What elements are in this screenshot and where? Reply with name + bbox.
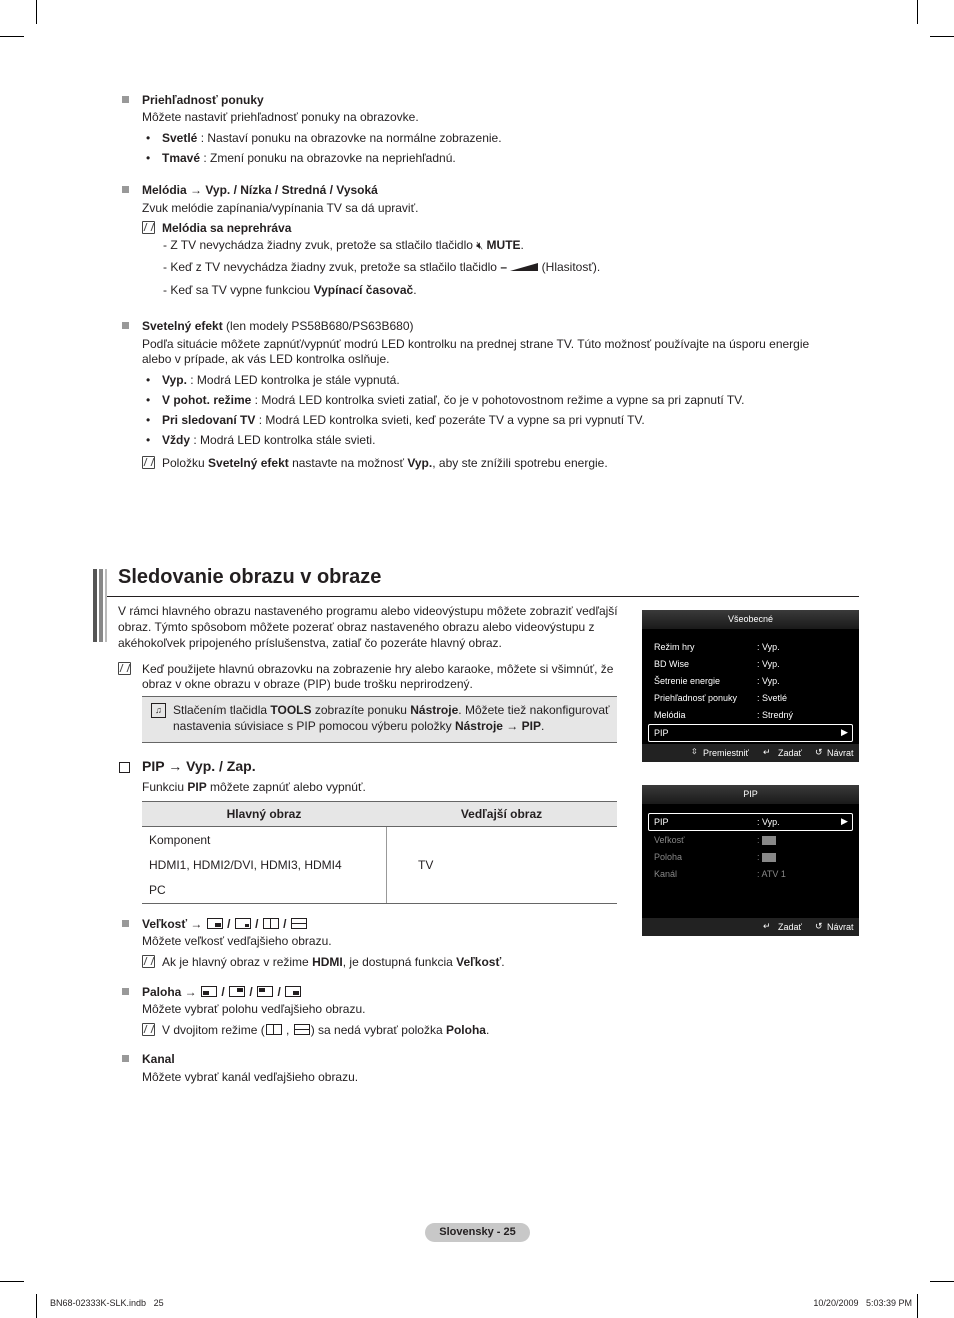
osd-row-label[interactable]: Šetrenie energie [654,676,721,686]
bullet-icon: • [146,131,151,145]
crop-mark [0,1281,24,1282]
bullet-icon: • [146,373,151,387]
osd-back-label: Návrat [827,922,854,932]
note-game-1: Keď použijete hlavnú obrazovku na zobrazenie hry alebo karaoke, môžete si všimnúť, že [142,662,614,676]
pip-size-icon [762,836,776,845]
table-header-main: Hlavný obraz [226,807,302,821]
square-bullet-icon [122,988,129,995]
heading-bar [99,569,103,642]
pip-split-icon [263,918,279,929]
square-bullet-icon [122,96,129,103]
note-icon [118,662,131,675]
note-game-2: obraz v okne obrazu v obraze (PIP) bude trošku neprirodzený. [142,677,473,691]
melody-title: Melódia → Vyp. / Nízka / Stredná / Vysoká [142,183,378,197]
return-icon: ↺ [815,747,823,757]
osd-selected-label: PIP [654,817,669,827]
osd-selected-row[interactable] [648,813,853,831]
enter-icon: ↵ [763,747,771,757]
osd-row-label[interactable]: Režim hry [654,642,695,652]
light-effect-title: Svetelný efekt (len modely PS58B680/PS63B680) [142,319,414,333]
intro-2: obraz. Týmto spôsobom môžete pozerať obraz nastaveného obrazu alebo videovýstupu z [118,620,595,634]
table-cell: TV [418,858,434,872]
osd-row-value: : Stredný [757,710,794,720]
square-bullet-icon [122,1055,129,1062]
page-number-badge: Slovensky - 25 [425,1223,530,1242]
crop-mark [917,0,918,24]
table-cell: Komponent [149,833,211,847]
melody-note-1: - Z TV nevychádza žiadny zvuk, pretože sa stlačilo tlačidlo 🔇︎ MUTE. [163,238,524,252]
square-bullet-icon [122,920,129,927]
pip-split-icon [266,1024,282,1035]
pip-split-h-icon [294,1024,310,1035]
crop-mark [36,0,37,24]
osd-enter-label: Zadať [778,748,802,758]
bullet-icon: • [146,433,151,447]
intro-3: akéhokoľvek pripojeného príslušenstva, zatiaľ čo pozeráte hlavný obraz. [118,636,502,650]
osd-row-label[interactable]: Melódia [654,710,686,720]
table-cell: PC [149,883,166,897]
note-icon [142,1023,155,1036]
pip-large-icon [207,918,223,929]
crop-mark [930,36,954,37]
osd-row-value: : [757,852,760,862]
osd-move-label: Premiestniť [703,748,749,758]
osd-enter-label: Zadať [778,922,802,932]
osd-header: Všeobecné [642,610,859,629]
light-effect-desc-1: Podľa situácie môžete zapnúť/vypnúť modrú LED kontrolku na prednej strane TV. Túto možnosť používajte na úsporu energie [142,337,810,351]
footer-date: 10/20/2009 5:03:39 PM [813,1298,912,1308]
tools-tip-1: Stlačením tlačidla TOOLS zobrazíte ponuku Nástroje. Môžete tiež nakonfigurovať [173,703,610,717]
bullet-vyp: Vyp. : Modrá LED kontrolka je stále vypnutá. [162,373,400,387]
position-title: Paloha → / / / [142,985,302,999]
osd-row-value: : Vyp. [757,659,780,669]
osd-row-value: : ATV 1 [757,869,786,879]
osd-row-label[interactable]: Poloha [654,852,683,862]
pip-title: PIP → Vyp. / Zap. [142,758,256,774]
pip-table [142,801,617,904]
checkbox-icon [119,762,130,773]
pos-bottom-right-icon [285,986,301,997]
osd-selected-row[interactable] [648,724,853,742]
size-title: Veľkosť → / / / [142,917,308,931]
bullet-svetle: Svetlé : Nastaví ponuku na obrazovke na normálne zobrazenie. [162,131,502,145]
bullet-watching: Pri sledovaní TV : Modrá LED kontrolka svieti, keď pozeráte TV a vypne sa pri vypnutí TV. [162,413,645,427]
osd-footer [642,744,859,762]
osd-row-label[interactable]: Veľkosť [654,835,685,845]
bullet-always: Vždy : Modrá LED kontrolka stále svieti. [162,433,376,447]
osd-row-value: : [757,835,760,845]
bullet-standby: V pohot. režime : Modrá LED kontrolka svieti zatiaľ, čo je v pohotovostnom režime a vypne sa pri zapnutí TV. [162,393,745,407]
position-note: V dvojitom režime ( , ) sa nedá vybrať položka Poloha. [162,1023,490,1037]
table-header-sub: Vedľajší obraz [460,807,543,821]
square-bullet-icon [122,322,129,329]
pos-top-left-icon [257,986,273,997]
bullet-icon: • [146,413,151,427]
osd-row-label[interactable]: Kanál [654,869,678,879]
crop-mark [917,1294,918,1318]
tools-tip-2: nastavenia súvisiace s PIP pomocou výberu položky Nástroje → PIP. [173,719,545,733]
mute-icon: 🔇︎ [476,240,484,252]
osd-selected-label: PIP [654,728,669,738]
pip-split-h-icon [291,918,307,929]
heading-bar [93,569,97,642]
osd-back-label: Návrat [827,748,854,758]
table-divider [386,827,387,903]
position-desc: Môžete vybrať polohu vedľajšieho obrazu. [142,1002,366,1016]
footer-file: BN68-02333K-SLK.indb 25 [50,1298,164,1308]
return-icon: ↺ [815,921,823,931]
arrow-right-icon: ▶ [841,727,848,737]
osd-footer [642,918,859,936]
osd-row-value: : Vyp. [757,642,780,652]
note-icon [142,221,155,234]
intro-1: V rámci hlavného obrazu nastaveného programu alebo videovýstupu môžete zobraziť vedľajší [118,604,618,618]
osd-selected-value: : Vyp. [757,817,780,827]
crop-mark [0,36,24,37]
size-note: Ak je hlavný obraz v režime HDMI, je dostupná funkcia Veľkosť. [162,955,505,969]
melody-note-title: Melódia sa neprehráva [162,221,292,235]
osd-row-value: : Vyp. [757,676,780,686]
up-down-icon: ⇳ [691,747,698,756]
enter-icon: ↵ [763,921,771,931]
pos-bottom-left-icon [201,986,217,997]
transparency-title: Priehľadnosť ponuky [142,93,264,107]
light-effect-desc-2: alebo v prípade, ak vás LED kontrolka oslňuje. [142,352,390,366]
crop-mark [36,1294,37,1318]
volume-wedge-icon [510,263,538,271]
note-icon [142,955,155,968]
pip-position-icon [762,853,776,862]
pip-desc: Funkciu PIP môžete zapnúť alebo vypnúť. [142,780,366,794]
channel-title: Kanal [142,1052,175,1066]
light-effect-note: Položku Svetelný efekt nastavte na možnosť Vyp., aby ste znížili spotrebu energie. [162,456,608,470]
arrow-right-icon: ▶ [841,816,848,826]
size-desc: Môžete veľkosť vedľajšieho obrazu. [142,934,332,948]
heading-rule [107,596,859,597]
note-icon [142,456,155,469]
osd-pip-menu [642,785,859,936]
melody-note-3: - Keď sa TV vypne funkciou Vypínací časovač. [163,283,417,297]
melody-note-2: - Keď z TV nevychádza žiadny zvuk, pretože sa stlačilo tlačidlo – (Hlasitosť). [163,260,601,274]
crop-mark [930,1281,954,1282]
melody-desc: Zvuk melódie zapínania/vypínania TV sa dá upraviť. [142,201,419,215]
table-cell: HDMI1, HDMI2/DVI, HDMI3, HDMI4 [149,858,342,872]
tools-icon: ♫ [151,703,166,718]
square-bullet-icon [122,186,129,193]
osd-row-label[interactable]: BD Wise [654,659,690,669]
channel-desc: Môžete vybrať kanál vedľajšieho obrazu. [142,1070,359,1084]
transparency-desc: Môžete nastaviť priehľadnosť ponuky na obrazovke. [142,110,419,124]
pos-top-right-icon [229,986,245,997]
pip-small-icon [235,918,251,929]
osd-header: PIP [642,785,859,804]
bullet-icon: • [146,151,151,165]
osd-row-label[interactable]: Priehľadnosť ponuky [654,693,738,703]
bullet-tmave: Tmavé : Zmení ponuku na obrazovke na nepriehľadnú. [162,151,456,165]
osd-general-menu [642,610,859,762]
osd-row-value: : Svetlé [757,693,788,703]
bullet-icon: • [146,393,151,407]
heading-bar [105,569,107,642]
section-heading: Sledovanie obrazu v obraze [118,566,382,588]
